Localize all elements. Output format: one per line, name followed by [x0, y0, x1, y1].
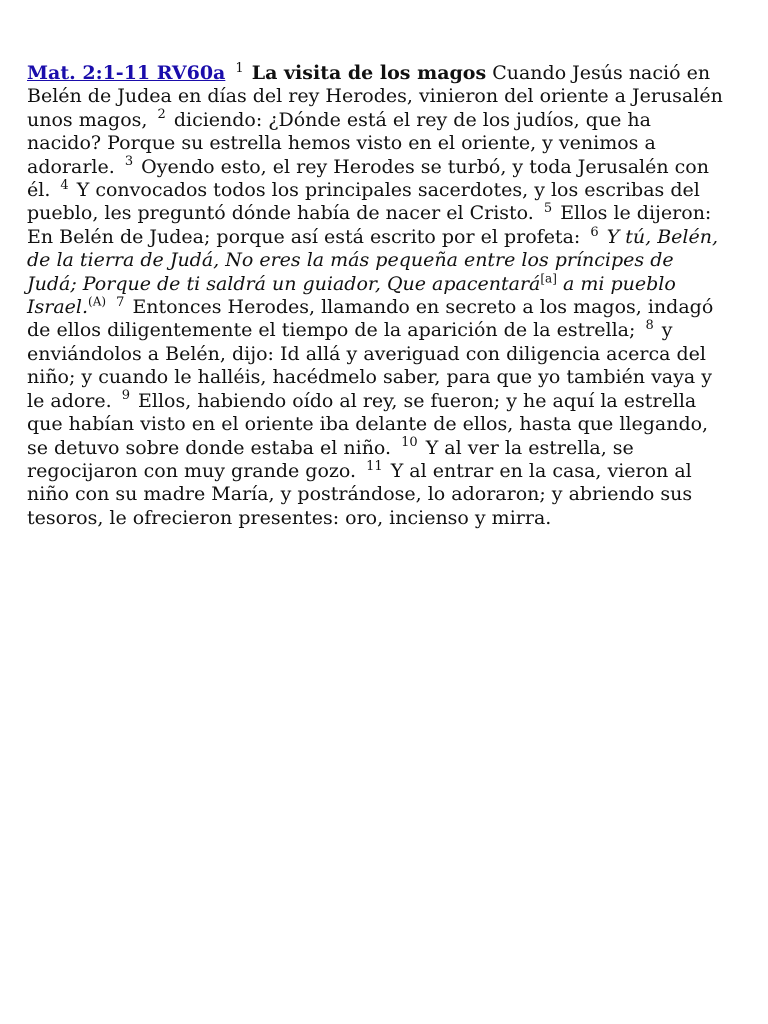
verse-text: Entonces Herodes, llamando en secreto a los magos, indagó de ellos diligentemente el tiempo de la aparición de la estrella; [27, 296, 714, 342]
verse-number: 5 [543, 201, 553, 217]
cross-reference-marker-a[interactable]: (A) [88, 294, 107, 309]
passage-reference-link[interactable]: Mat. 2:1-11 RV60a [27, 62, 226, 84]
verse-number: 6 [590, 224, 599, 240]
prophecy-quote: Y tú, Belén, de la tierra de Judá, No eres la más pequeña entre los príncipes de Judá; Porque de ti saldrá un guiador, Que apacentará [27, 225, 719, 295]
verse-text: Ellos, habiendo oído al rey, se fueron; y he aquí la estrella que habían visto en el oriente iba delante de ellos, hasta que llegando, se detuvo sobre donde estaba el niño. [27, 389, 709, 459]
verse-text: Ellos le dijeron: En Belén de Judea; porque así está escrito por el profeta: [27, 202, 712, 248]
verse-number: 1 [235, 60, 244, 76]
verse-number: 9 [121, 388, 130, 404]
verse-text: diciendo: ¿Dónde está el rey de los judíos, que ha nacido? Porque su estrella hemos visto en el oriente, y venimos a adorarle. [27, 108, 656, 178]
passage-heading: La visita de los magos [251, 62, 487, 84]
verse-number: 8 [645, 318, 654, 334]
verse-number: 3 [124, 154, 134, 170]
verse-number: 11 [366, 458, 383, 474]
verse-text: Oyendo esto, el rey Herodes se turbó, y toda Jerusalén con él. [27, 155, 709, 202]
verse-number: 2 [157, 107, 166, 123]
bible-passage [27, 62, 727, 530]
verse-number: 4 [60, 177, 69, 193]
footnote-marker-a[interactable]: [a] [540, 271, 557, 286]
prophecy-quote-end: a mi pueblo Israel. [27, 272, 676, 319]
verse-text: Y al ver la estrella, se regocijaron con muy grande gozo. [27, 436, 634, 482]
verse-text: Cuando Jesús nació en Belén de Judea en días del rey Herodes, vinieron del oriente a Jerusalén unos magos, [27, 62, 723, 131]
verse-number: 7 [116, 294, 125, 310]
verse-text: Y convocados todos los principales sacerdotes, y los escribas del pueblo, les preguntó dónde había de nacer el Cristo. [27, 179, 700, 225]
verse-text: y enviándolos a Belén, dijo: Id allá y averiguad con diligencia acerca del niño; y cuando le halléis, hacédmelo saber, para que yo también vaya y le adore. [27, 319, 712, 412]
verse-text: Y al entrar en la casa, vieron al niño con su madre María, y postrándose, lo adoraron; y abriendo sus tesoros, le ofrecieron presentes: oro, incienso y mirra. [27, 459, 693, 529]
verse-number: 10 [401, 435, 418, 451]
